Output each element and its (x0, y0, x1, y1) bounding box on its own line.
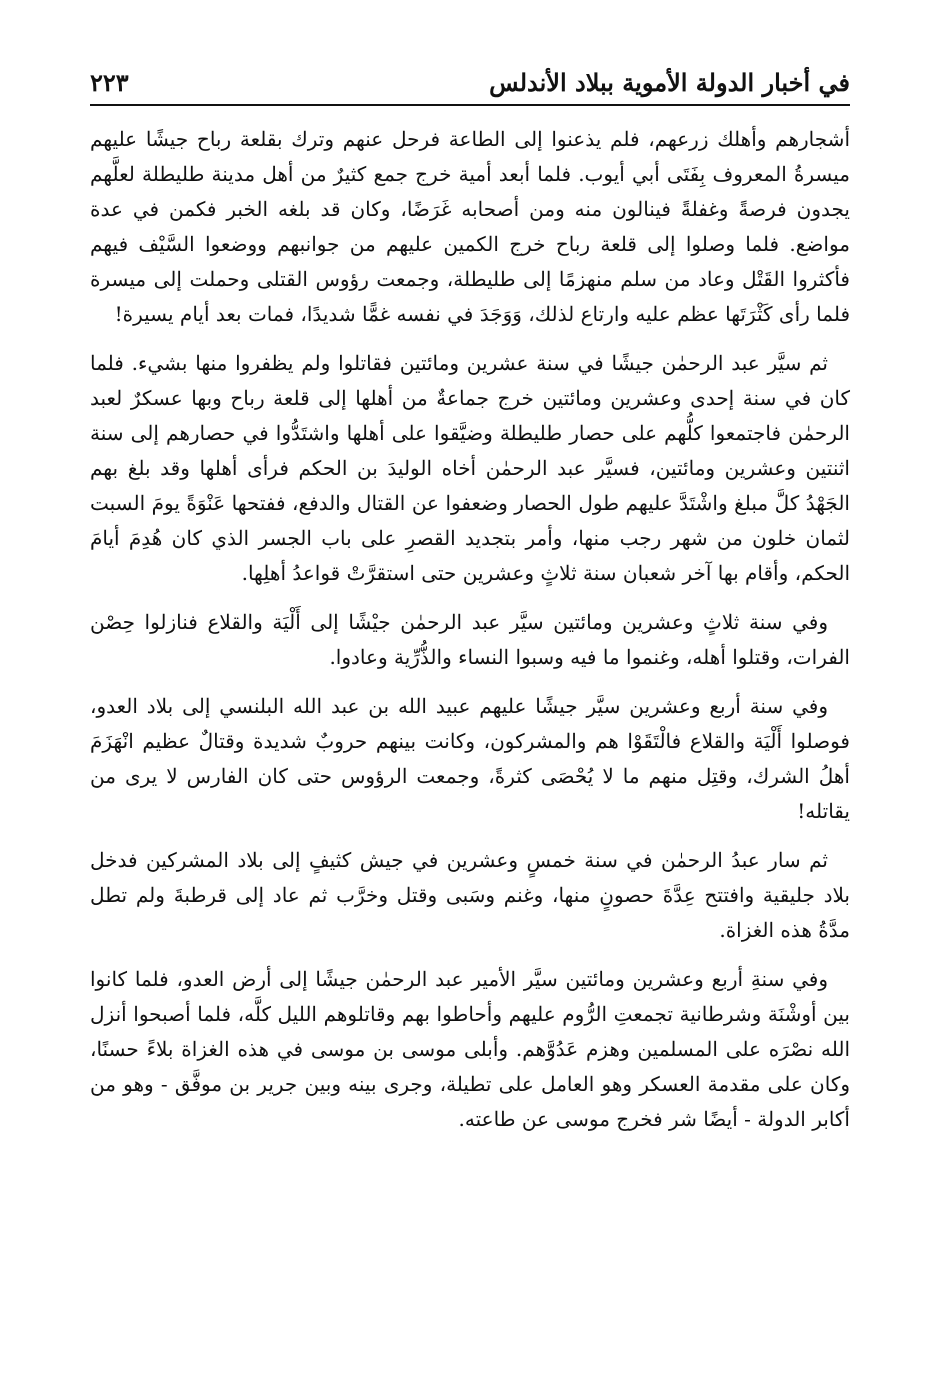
header-rule (90, 104, 850, 106)
running-title: في أخبار الدولة الأموية ببلاد الأندلس (489, 68, 850, 97)
paragraph: ثم سيَّر عبد الرحمٰن جيشًا في سنة عشرين ومائتين فقاتلوا ولم يظفروا منها بشيء. فلما كان في سنة إحدى وعشرين ومائتين خرج جماعةٌ من أهلها إلى قلعة رباح وبها عسكرٌ لعبد الرحمٰن فاجتمعوا كلُّهم على حصار طليطلة وضيَّقوا على أهلها واشتَدُّوا في حصارهم إلى سنة اثنتين وعشرين ومائتين، فسيَّر عبد الرحمٰن أخاه الوليدَ بن الحكم فرأى أهلها وقد بلغ بهم الجَهْدُ كلَّ مبلغ واشْتَدَّ عليهم طول الحصار وضعفوا عن القتال والدفع، ففتحها عَنْوَةً يومَ السبت لثمان خلون من شهر رجب منها، وأمر بتجديد القصرِ على باب الجسر الذي كان هُدِمَ أيامَ الحكم، وأقام بها آخر شعبان سنة ثلاثٍ وعشرين حتى استقرَّتْ قواعدُ أهلِها. (90, 351, 850, 585)
page-header (90, 62, 850, 106)
body-text (90, 122, 850, 1151)
paragraph: ثم سار عبدُ الرحمٰن في سنة خمسٍ وعشرين في جيش كثيفٍ إلى بلاد المشركين فدخل بلاد جليقية وافتتح عِدَّةَ حصونٍ منها، وغنم وسَبى وقتل وخرَّب ثم عاد إلى قرطبةَ ولم تطل مدَّةُ هذه الغزاة. (90, 848, 850, 942)
page-number: ٢٢٣ (90, 68, 129, 97)
paragraph: أشجارهم وأهلك زرعهم، فلم يذعنوا إلى الطاعة فرحل عنهم وترك بقلعة رباح جيشًا عليهم ميسرةُ المعروف بِفَتَى أبي أيوب. فلما أبعد أمية خرج جمع كثيرٌ من أهل مدينة طليطلة لعلَّهم يجدون فرصةً وغفلةً فينالون منه ومن أصحابه غَرَضًا، وكان قد بلغه الخبر فكمن في عدة مواضع. فلما وصلوا إلى قلعة رباح خرج الكمين عليهم من جوانبهم ووضعوا السَّيْف فيهم فأكثروا القَتْل وعاد من سلم منهزمًا إلى طليطلة، وجمعت رؤوس القتلى وحملت إلى ميسرة فلما رأى كَثْرَتَها عظم عليه وارتاع لذلك، وَوَجَدَ في نفسه غمًّا شديدًا، فمات بعد أيام يسيرة! (90, 127, 850, 326)
paragraph: وفي سنة أربع وعشرين سيَّر جيشًا عليهم عبيد الله بن عبد الله البلنسي إلى بلاد العدو، فوصلوا أَلْيَة والقلاع فالْتَقَوْا هم والمشركون، وكانت بينهم حروبٌ شديدة وقتالٌ عظيم انْهَزَمَ أهلُ الشرك، وقتِل منهم ما لا يُحْصَى كثرةً، وجمعت الرؤوس حتى كان الفارس لا يرى من يقاتله! (90, 694, 850, 823)
paragraph: وفي سنةِ أربع وعشرين ومائتين سيَّر الأمير عبد الرحمٰن جيشًا إلى أرض العدو، فلما كانوا بين أوشْنَة وشرطانية تجمعتِ الرُّوم عليهم وأحاطوا بهم وقاتلوهم الليل كلَّه، فلما أصبحوا أنزل الله نصْرَه على المسلمين وهزم عَدُوَّهم. وأبلى موسى بن موسى في هذه الغزاة بلاءً حسنًا، وكان على مقدمة العسكر وهو العامل على تطيلة، وجرى بينه وبين جرير بن موفَّق - وهو من أكابر الدولة - أيضًا شر فخرج موسى عن طاعته. (90, 967, 850, 1131)
paragraph: وفي سنة ثلاثٍ وعشرين ومائتين سيَّر عبد الرحمٰن جيْشًا إلى أَلْيَة والقلاع فنازلوا حِصْن الفرات، وقتلوا أهله، وغنموا ما فيه وسبوا النساء والذُّرِّية وعادوا. (90, 610, 850, 669)
